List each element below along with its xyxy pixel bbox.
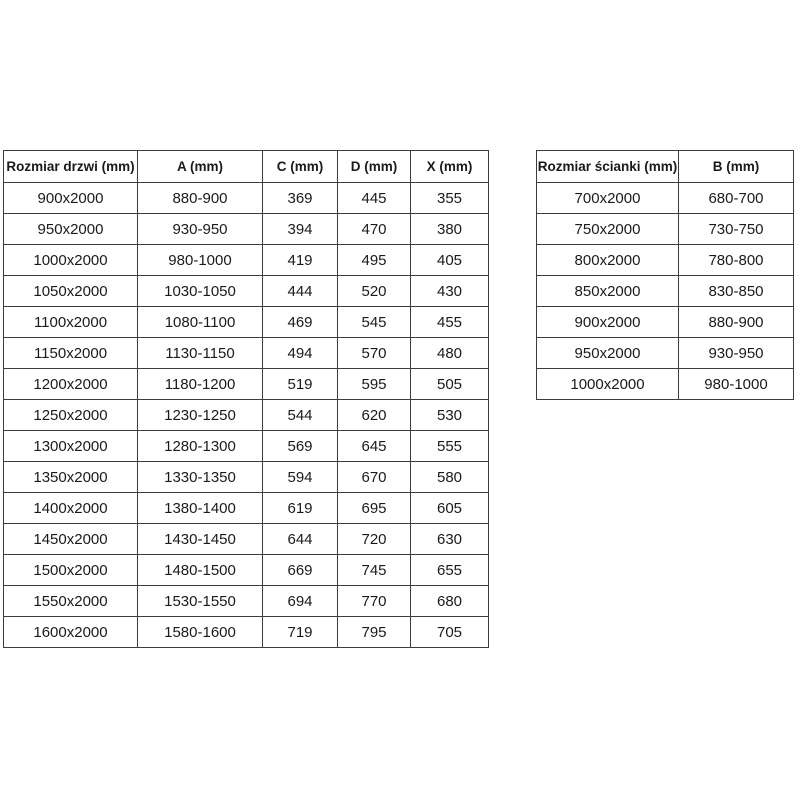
table-cell: 1080-1100: [138, 307, 263, 338]
table-row: [4, 307, 489, 338]
table-cell: 494: [263, 338, 338, 369]
table-cell: 750x2000: [537, 214, 679, 245]
table-cell: 519: [263, 369, 338, 400]
table-cell: 980-1000: [138, 245, 263, 276]
table-cell: 680-700: [679, 183, 794, 214]
table-cell: 569: [263, 431, 338, 462]
table-cell: 800x2000: [537, 245, 679, 276]
table-cell: 1430-1450: [138, 524, 263, 555]
table-cell: 1580-1600: [138, 617, 263, 648]
table-cell: 1000x2000: [537, 369, 679, 400]
door-header-row: [4, 151, 489, 183]
table-cell: 1380-1400: [138, 493, 263, 524]
table-cell: 470: [338, 214, 411, 245]
table-cell: 405: [411, 245, 489, 276]
table-cell: 1200x2000: [4, 369, 138, 400]
table-cell: 644: [263, 524, 338, 555]
table-cell: 1450x2000: [4, 524, 138, 555]
table-row: [4, 369, 489, 400]
table-cell: 1480-1500: [138, 555, 263, 586]
table-cell: 680: [411, 586, 489, 617]
column-header: Rozmiar ścianki (mm): [537, 151, 679, 183]
table-cell: 830-850: [679, 276, 794, 307]
door-table-head: [4, 151, 489, 183]
table-cell: 580: [411, 462, 489, 493]
table-cell: 1100x2000: [4, 307, 138, 338]
wall-table-head: [537, 151, 794, 183]
table-row: [4, 338, 489, 369]
column-header: B (mm): [679, 151, 794, 183]
table-cell: 1550x2000: [4, 586, 138, 617]
table-cell: 570: [338, 338, 411, 369]
table-cell: 1180-1200: [138, 369, 263, 400]
table-cell: 480: [411, 338, 489, 369]
table-cell: 1130-1150: [138, 338, 263, 369]
table-cell: 694: [263, 586, 338, 617]
table-row: [4, 462, 489, 493]
table-cell: 469: [263, 307, 338, 338]
table-cell: 630: [411, 524, 489, 555]
table-row: [4, 245, 489, 276]
table-cell: 1250x2000: [4, 400, 138, 431]
table-cell: 700x2000: [537, 183, 679, 214]
table-cell: 645: [338, 431, 411, 462]
table-cell: 369: [263, 183, 338, 214]
column-header: C (mm): [263, 151, 338, 183]
table-cell: 930-950: [138, 214, 263, 245]
table-cell: 1150x2000: [4, 338, 138, 369]
table-cell: 505: [411, 369, 489, 400]
table-cell: 530: [411, 400, 489, 431]
column-header: A (mm): [138, 151, 263, 183]
table-cell: 880-900: [679, 307, 794, 338]
table-cell: 555: [411, 431, 489, 462]
table-cell: 695: [338, 493, 411, 524]
table-row: [4, 183, 489, 214]
table-cell: 455: [411, 307, 489, 338]
table-cell: 1230-1250: [138, 400, 263, 431]
table-cell: 669: [263, 555, 338, 586]
table-cell: 719: [263, 617, 338, 648]
table-row: [4, 555, 489, 586]
table-cell: 1400x2000: [4, 493, 138, 524]
column-header: D (mm): [338, 151, 411, 183]
table-cell: 655: [411, 555, 489, 586]
table-row: [4, 524, 489, 555]
table-row: [537, 245, 794, 276]
table-cell: 355: [411, 183, 489, 214]
table-cell: 950x2000: [537, 338, 679, 369]
table-row: [4, 586, 489, 617]
column-header: X (mm): [411, 151, 489, 183]
column-header: Rozmiar drzwi (mm): [4, 151, 138, 183]
table-cell: 520: [338, 276, 411, 307]
table-cell: 444: [263, 276, 338, 307]
table-cell: 1050x2000: [4, 276, 138, 307]
table-row: [537, 183, 794, 214]
table-cell: 495: [338, 245, 411, 276]
table-cell: 445: [338, 183, 411, 214]
table-cell: 720: [338, 524, 411, 555]
table-cell: 619: [263, 493, 338, 524]
table-cell: 620: [338, 400, 411, 431]
door-size-table: [3, 150, 489, 648]
table-row: [4, 431, 489, 462]
table-row: [537, 276, 794, 307]
table-cell: 1500x2000: [4, 555, 138, 586]
table-row: [4, 276, 489, 307]
table-cell: 1530-1550: [138, 586, 263, 617]
table-cell: 545: [338, 307, 411, 338]
table-cell: 795: [338, 617, 411, 648]
table-cell: 1350x2000: [4, 462, 138, 493]
table-cell: 980-1000: [679, 369, 794, 400]
table-cell: 900x2000: [537, 307, 679, 338]
table-cell: 880-900: [138, 183, 263, 214]
table-cell: 730-750: [679, 214, 794, 245]
table-cell: 950x2000: [4, 214, 138, 245]
table-cell: 780-800: [679, 245, 794, 276]
table-cell: 1000x2000: [4, 245, 138, 276]
table-cell: 544: [263, 400, 338, 431]
table-cell: 1030-1050: [138, 276, 263, 307]
table-cell: 394: [263, 214, 338, 245]
wall-header-row: [537, 151, 794, 183]
table-cell: 1280-1300: [138, 431, 263, 462]
table-cell: 419: [263, 245, 338, 276]
table-row: [4, 214, 489, 245]
table-row: [4, 617, 489, 648]
table-row: [537, 338, 794, 369]
table-cell: 930-950: [679, 338, 794, 369]
wall-size-table: [536, 150, 794, 400]
table-cell: 1330-1350: [138, 462, 263, 493]
table-cell: 900x2000: [4, 183, 138, 214]
table-row: [4, 493, 489, 524]
table-cell: 1600x2000: [4, 617, 138, 648]
table-cell: 850x2000: [537, 276, 679, 307]
table-cell: 705: [411, 617, 489, 648]
wall-table-body: [537, 183, 794, 400]
table-cell: 605: [411, 493, 489, 524]
table-row: [4, 400, 489, 431]
table-cell: 770: [338, 586, 411, 617]
table-cell: 670: [338, 462, 411, 493]
table-row: [537, 369, 794, 400]
table-cell: 1300x2000: [4, 431, 138, 462]
table-row: [537, 307, 794, 338]
table-cell: 595: [338, 369, 411, 400]
table-cell: 594: [263, 462, 338, 493]
door-table-body: [4, 183, 489, 648]
table-cell: 430: [411, 276, 489, 307]
table-cell: 380: [411, 214, 489, 245]
table-row: [537, 214, 794, 245]
table-cell: 745: [338, 555, 411, 586]
